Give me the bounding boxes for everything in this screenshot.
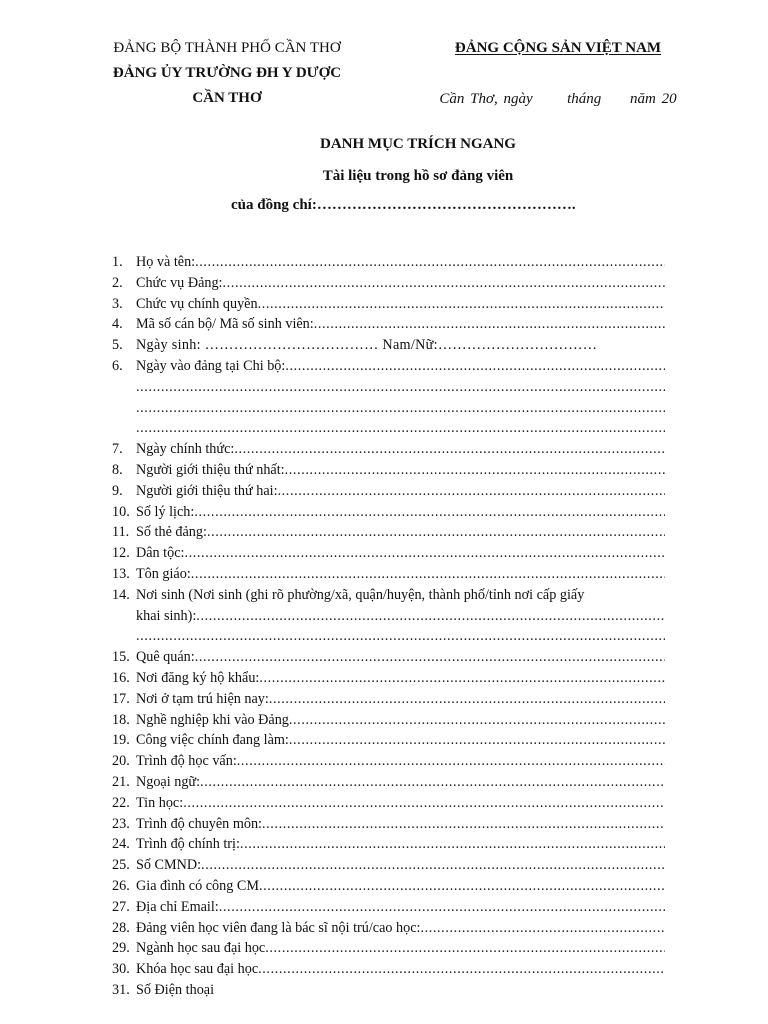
field-id-card-number: Số CMND: [136,857,202,874]
party-committee-city: ĐẢNG BỘ THÀNH PHỐ CẦN THƠ [113,40,341,56]
list-item [112,751,665,772]
fill-in-dots[interactable] [262,814,665,835]
field-current-job: Công việc chính đang làm: [136,732,289,749]
list-item [112,481,665,502]
item-number: 30. [112,961,130,978]
fill-in-dots[interactable] [223,273,666,294]
list-item [112,710,665,731]
list-item [112,689,665,710]
field-foreign-language: Ngoại ngữ: [136,773,201,790]
item-number: 23. [112,815,130,832]
fill-in-dots[interactable] [314,314,665,335]
item-number: 19. [112,732,130,749]
party-committee-city-name: CẦN THƠ [192,90,262,106]
field-party-card-number: Số thẻ đảng: [136,524,207,541]
fill-in-dots[interactable] [420,918,665,939]
fill-in-dots[interactable] [195,252,665,273]
fill-in-dots[interactable] [285,356,665,377]
fill-in-dots[interactable] [289,710,665,731]
fill-in-dots[interactable] [240,834,665,855]
list-item [112,356,665,377]
item-number: 24. [112,836,130,853]
item-number: 17. [112,690,130,707]
fill-in-dots[interactable] [207,522,665,543]
list-item [112,439,665,460]
list-item [112,876,665,897]
field-party-position: Chức vụ Đảng: [136,274,223,291]
fill-in-dots[interactable] [265,938,665,959]
fill-in-dots[interactable] [136,418,665,439]
fill-in-dots[interactable] [194,502,665,523]
field-official-date: Ngày chính thức: [136,441,235,458]
fill-in-dots[interactable] [195,647,665,668]
document-subtitle: Tài liệu trong hồ sơ đảng viên [322,168,514,184]
item-number: 8. [112,461,123,478]
field-religion: Tôn giáo: [136,565,191,582]
list-item [112,273,665,294]
list-item [112,522,665,543]
party-name: ĐẢNG CỘNG SẢN VIỆT NAM [454,40,662,56]
field-professional-level: Trình độ chuyên môn: [136,815,262,832]
item-number: 11. [112,524,130,541]
fill-in-dots[interactable] [219,897,665,918]
item-number: 26. [112,877,130,894]
field-birth-date-gender[interactable]: Ngày sinh: ……………………………… Nam/Nữ:…………………………… [136,337,598,354]
list-item [112,980,665,1001]
list-item [112,564,665,585]
field-curriculum-vitae-number: Số lý lịch: [136,503,195,520]
item-number: 12. [112,545,130,562]
item-number: 16. [112,669,130,686]
fill-in-dots[interactable] [289,730,665,751]
list-item [112,772,665,793]
document-title: DANH MỤC TRÍCH NGANG [320,136,516,152]
fill-in-dots[interactable] [258,959,665,980]
list-item [112,335,665,356]
field-political-level: Trình độ chính trị: [136,836,240,853]
fill-in-dots[interactable] [183,793,665,814]
item-number: 28. [112,919,130,936]
fill-in-dots[interactable] [201,855,665,876]
list-item [112,294,665,315]
field-second-introducer: Người giới thiệu thứ hai: [136,482,278,499]
fill-in-dots[interactable] [184,543,665,564]
party-committee-university: ĐẢNG ỦY TRƯỜNG ĐH Y DƯỢC [112,65,342,81]
fill-in-dots[interactable] [285,460,665,481]
list-item [112,668,665,689]
field-computer-skills: Tin học: [136,794,184,811]
field-household-registration: Nơi đăng ký hộ khẩu: [136,669,260,686]
continuation-line [136,398,665,419]
list-item [112,585,665,606]
place-date-line: Cần Thơ, ngày tháng năm 20 [439,91,677,107]
list-item [112,793,665,814]
fill-in-dots[interactable] [136,377,665,398]
item-number: 18. [112,711,130,728]
field-birthplace-cont: khai sinh): [136,607,197,624]
field-resident-postgrad-status: Đảng viên học viên đang là bác sĩ nội trú/cao học: [136,919,421,936]
field-party-admission-date: Ngày vào đảng tại Chi bộ: [136,357,286,374]
item-number: 15. [112,649,130,666]
item-number: 3. [112,295,123,312]
item-number: 5. [112,337,123,354]
list-item [112,460,665,481]
field-revolutionary-family: Gia đình có công CM [136,877,259,894]
list-item [112,314,665,335]
list-item [112,834,665,855]
list-item [112,938,665,959]
fill-in-dots[interactable] [258,294,665,315]
fill-in-dots[interactable] [234,439,665,460]
fill-in-dots[interactable] [259,876,665,897]
field-postgrad-major: Ngành học sau đại học [136,940,266,957]
fill-in-dots[interactable] [200,772,665,793]
item-number: 1. [112,254,123,270]
continuation-line [136,626,665,647]
fill-in-dots[interactable] [259,668,665,689]
fill-in-dots[interactable] [191,564,665,585]
fill-in-dots[interactable] [278,481,665,502]
item-number: 22. [112,794,130,811]
fill-in-dots[interactable] [237,751,665,772]
item-number: 9. [112,482,123,499]
header-right [420,36,696,112]
item-number: 29. [112,940,130,957]
header-left [82,36,372,111]
item-number: 2. [112,274,123,291]
list-item [112,855,665,876]
item-number: 14. [112,586,130,603]
item-number: 4. [112,316,123,333]
fill-in-dots[interactable] [136,626,665,647]
list-item [112,647,665,668]
list-item [112,543,665,564]
item-number: 27. [112,898,130,915]
item-number: 25. [112,857,130,874]
fill-in-dots[interactable] [269,689,665,710]
item-number: 6. [112,357,123,374]
field-postgrad-course: Khóa học sau đại học [136,961,259,978]
field-staff-student-id: Mã số cán bộ/ Mã số sinh viên: [136,316,314,333]
field-ethnicity: Dân tộc: [136,545,185,562]
list-item [112,502,665,523]
list-item [112,252,665,273]
continuation-line [136,606,665,627]
list-item [112,959,665,980]
item-number: 10. [112,503,130,520]
field-email: Địa chỉ Email: [136,898,219,915]
list-item [112,730,665,751]
field-full-name: Họ và tên: [136,254,196,270]
field-first-introducer: Người giới thiệu thứ nhất: [136,461,285,478]
comrade-name-line: của đồng chí:……………………………………………. [231,197,576,213]
info-list [112,252,665,1001]
list-item [112,918,665,939]
fill-in-dots[interactable] [136,398,665,419]
field-birthplace: Nơi sinh (Nơi sinh (ghi rõ phường/xã, quận/huyện, thành phố/tỉnh nơi cấp giấy [136,586,585,603]
continuation-line [136,418,665,439]
continuation-line [136,377,665,398]
field-hometown: Quê quán: [136,649,195,666]
item-number: 13. [112,565,130,582]
item-number: 20. [112,753,130,770]
item-number: 21. [112,773,130,790]
field-occupation-at-admission: Nghề nghiệp khi vào Đảng [136,711,289,728]
fill-in-dots[interactable] [196,606,665,627]
field-government-position: Chức vụ chính quyền [136,295,258,312]
list-item [112,814,665,835]
field-education-level: Trình độ học vấn: [136,753,237,770]
field-temporary-residence: Nơi ở tạm trú hiện nay: [136,690,269,707]
item-number: 7. [112,441,123,458]
list-item [112,897,665,918]
item-number: 31. [112,981,130,998]
field-phone-number[interactable]: Số Điện thoại [136,981,215,998]
